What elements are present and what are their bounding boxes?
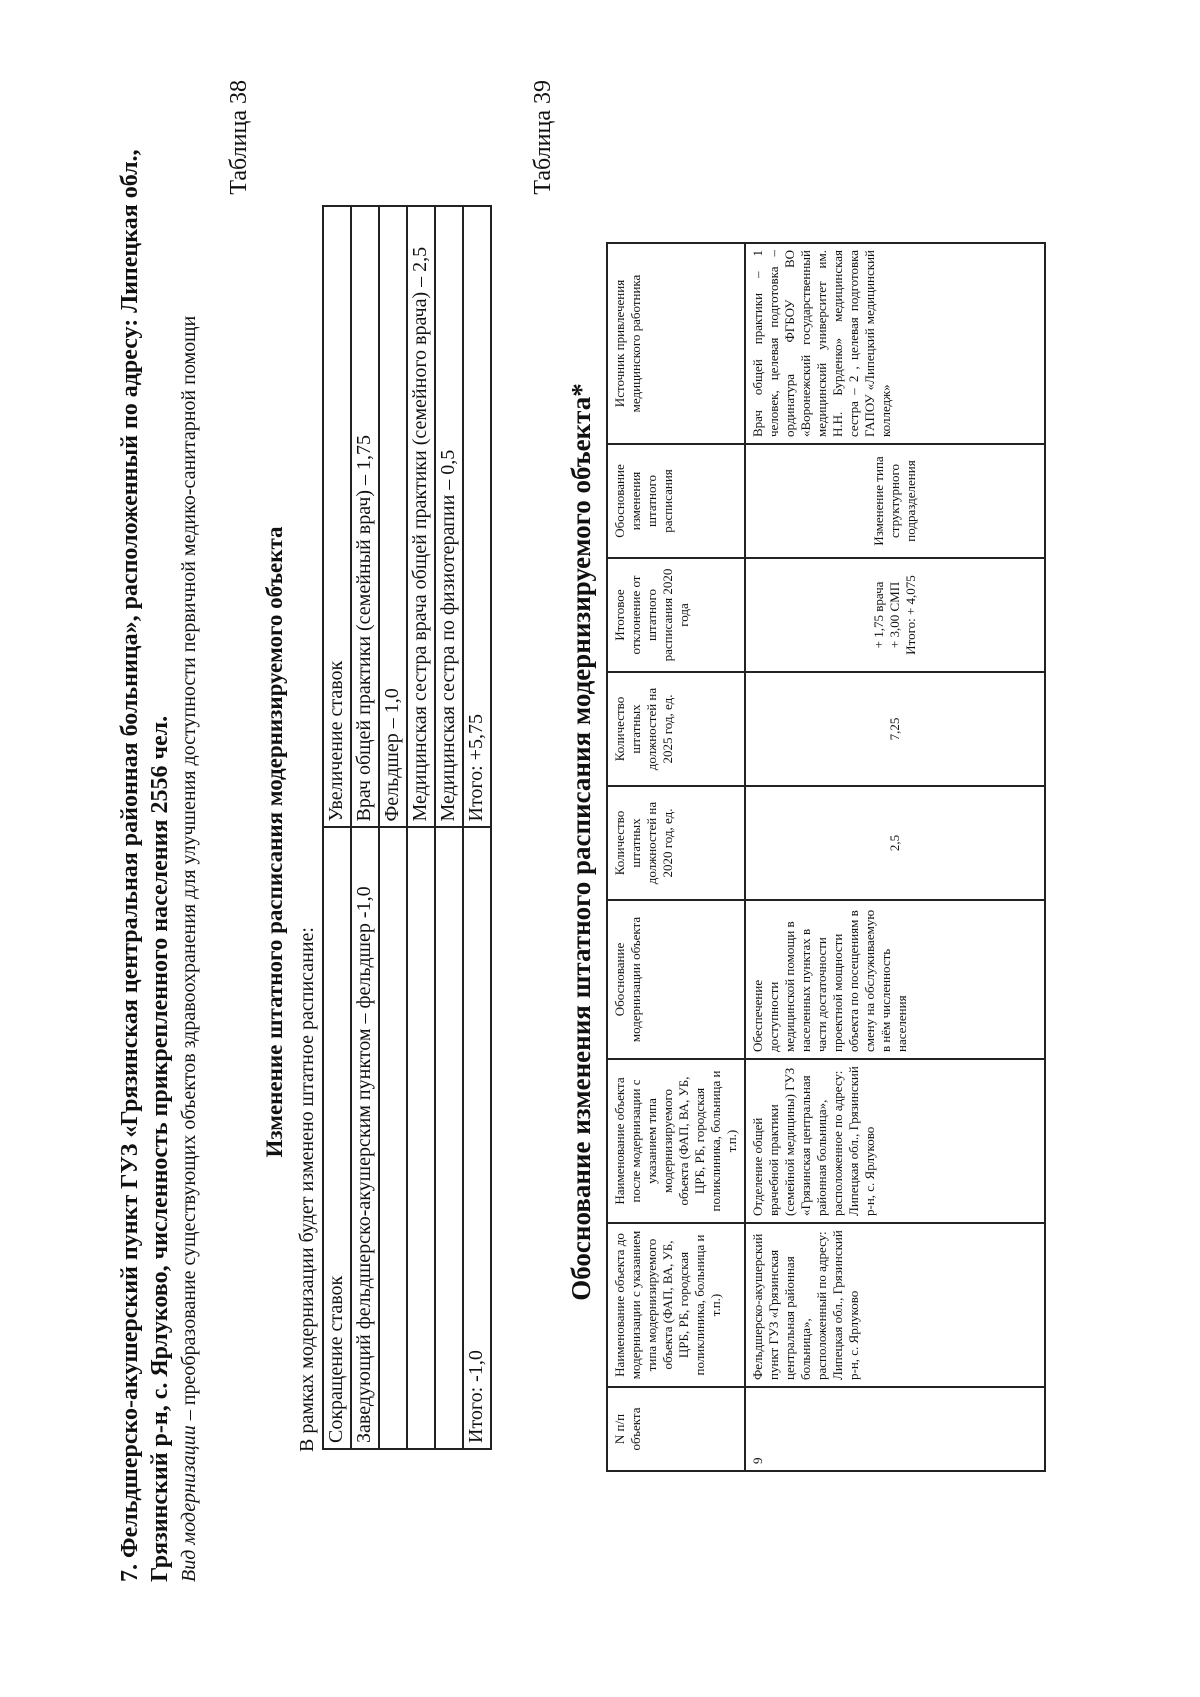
cell-increase: Медицинская сестра врача общей практики (семейного врача) – 2,5	[407, 206, 435, 828]
table-row	[351, 206, 379, 1449]
table-header-row	[323, 206, 351, 1449]
header-staff-reason: Обоснование изменения штатного расписания	[607, 444, 745, 558]
modernization-type-text: – преобразование существующих объектов здравоохранения для улучшения доступности первичной медико-санитарной помощи	[178, 315, 200, 1426]
modernization-type	[176, 102, 202, 1582]
header-after: Наименование объекта после модернизации с указанием типа модернизируемого объекта (ФАП, ВА, УБ, ЦРБ, РБ, городская поликлиника, больница и т.п.)	[607, 1059, 745, 1223]
table-total-row	[463, 206, 491, 1449]
staffing-justification-table	[606, 242, 1046, 1472]
header-increase: Увеличение ставок	[323, 206, 351, 828]
table-39-title: Обоснование изменения штатного расписания модернизируемого объекта*	[566, 383, 596, 1301]
modernization-type-label: Вид модернизации	[178, 1425, 200, 1582]
table-row	[379, 206, 407, 1449]
cell-increase: Медицинская сестра по физиотерапии – 0,5	[435, 206, 463, 828]
table-38-number: Таблица 38	[226, 80, 252, 195]
header-before: Наименование объекта до модернизации с указанием типа модернизируемого объекта (ФАП, ВА, УБ, ЦРБ, РБ, городская поликлиника, больница и т.п.)	[607, 1223, 745, 1387]
cell-increase: Фельдшер – 1,0	[379, 206, 407, 828]
table-row	[407, 206, 435, 1449]
table-38-title: Изменение штатного расписания модернизируемого объекта	[262, 526, 287, 1158]
cell-count-2020: 2,5	[745, 786, 1045, 900]
total-decrease: Итого: -1,0	[463, 828, 491, 1450]
cell-deviation	[745, 558, 1045, 672]
total-increase: Итого: +5,75	[463, 206, 491, 828]
deviation-total: Итого: + 4,075	[903, 575, 918, 655]
cell-after: Отделение общей врачебной практики (семейной медицины) ГУЗ «Грязинская центральная районная больница», расположенное по адресу: Липецкая обл., Грязинский р-н, с. Ярлуково	[745, 1059, 1045, 1223]
table-39-number: Таблица 39	[530, 80, 556, 195]
cell-before: Фельдшерско-акушерский пункт ГУЗ «Грязинская центральная районная больница», расположенный по адресу: Липецкая обл., Грязинский р-н, с. Ярлуково	[745, 1223, 1045, 1387]
cell-justification: Обеспечение доступности медицинской помощи в населенных пунктах в части достаточности проектной мощности объекта по посещениям в смену на обслуживаемую в нём численность населения	[745, 900, 1045, 1059]
deviation-doctors: + 1,75 врача	[871, 581, 886, 649]
cell-decrease	[379, 828, 407, 1450]
cell-staff-reason: Изменение типа структурного подразделения	[745, 444, 1045, 558]
section-heading: 7. Фельдшерско-акушерский пункт ГУЗ «Грязинская центральная районная больница», расположенный по адресу: Липецкая обл., Грязинский р-н, с. Ярлуково, численность прикрепленного населения 2556 чел.	[117, 149, 173, 1582]
header-deviation: Итоговое отклонение от штатного расписания 2020 года	[607, 558, 745, 672]
cell-increase: Врач общей практики (семейный врач) – 1,75	[351, 206, 379, 828]
cell-decrease	[435, 828, 463, 1450]
table-row	[745, 243, 1045, 1471]
staffing-change-table	[322, 205, 492, 1450]
table-38-preamble: В рамках модернизации будет изменено штатное расписание:	[296, 927, 318, 1452]
header-source: Источник привлечения медицинского работника	[607, 243, 745, 444]
header-justification: Обоснование модернизации объекта	[607, 900, 745, 1059]
header-count-2025: Количество штатных должностей на 2025 год, ед.	[607, 672, 745, 786]
table-header-row	[607, 243, 745, 1471]
table-row	[435, 206, 463, 1449]
cell-decrease	[407, 828, 435, 1450]
header-n: N п/п объекта	[607, 1387, 745, 1471]
cell-source: Врач общей практики – 1 человек, целевая подготовка – ординатура ФГБОУ ВО «Воронежский государственный медицинский университет им. Н.Н. Бурденко» медицинская сестра – 2 , целевая подготовка ГАПОУ «Липецкий медицинский колледж»	[745, 243, 1045, 444]
cell-count-2025: 7,25	[745, 672, 1045, 786]
cell-n: 9	[745, 1387, 1045, 1471]
header-decrease: Сокращение ставок	[323, 828, 351, 1450]
header-count-2020: Количество штатных должностей на 2020 год, ед.	[607, 786, 745, 900]
deviation-nurses: + 3,00 СМП	[887, 581, 902, 649]
cell-decrease: Заведующий фельдшерско-акушерским пунктом – фельдшер -1,0	[351, 828, 379, 1450]
